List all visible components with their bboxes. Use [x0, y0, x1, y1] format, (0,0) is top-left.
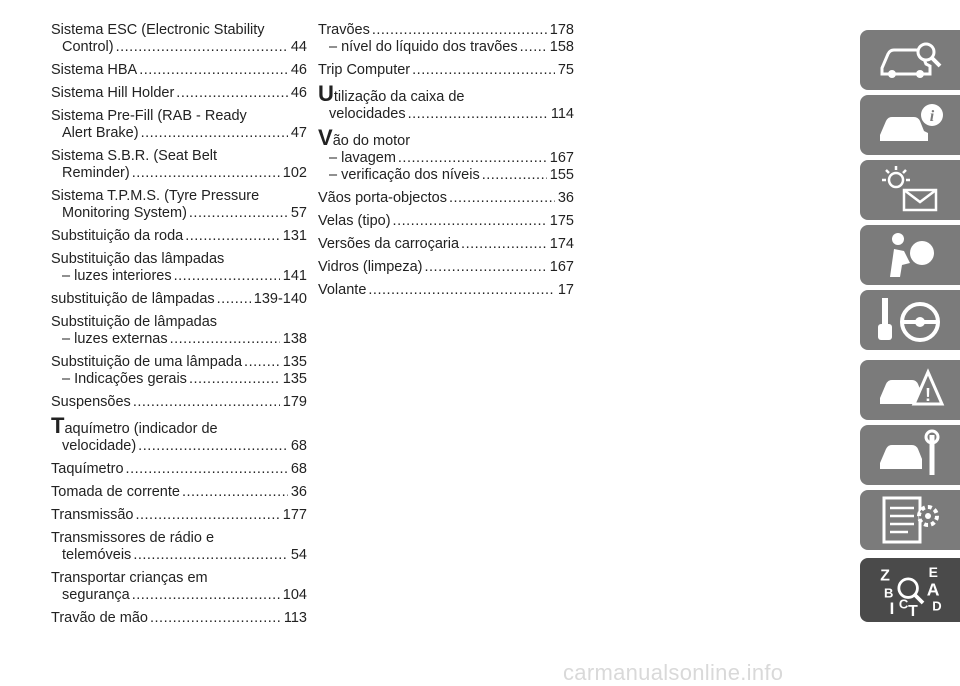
index-term: – verificação dos níveis [329, 167, 480, 183]
leader-dots [447, 190, 555, 207]
leader-dots [133, 507, 279, 524]
svg-text:I: I [889, 599, 895, 616]
leader-dots [242, 354, 280, 371]
watermark: carmanualsonline.info [563, 660, 784, 685]
page-number[interactable]: 46 [290, 62, 307, 78]
leader-dots [215, 291, 251, 308]
index-term: Travões [318, 22, 370, 38]
index-term: Taquímetro [51, 461, 124, 477]
svg-text:E: E [928, 564, 938, 580]
index-entry-line [318, 62, 574, 79]
index-term: Tomada de corrente [51, 484, 180, 500]
page-number[interactable]: 102 [282, 165, 307, 181]
page-number[interactable]: 113 [283, 610, 307, 626]
page-number[interactable]: 174 [549, 236, 574, 252]
index-term: – luzes externas [62, 331, 168, 347]
page-number[interactable]: 135 [282, 354, 307, 370]
index-entry-line [51, 314, 307, 331]
index-term: Vão do motor [318, 125, 411, 150]
index-term: Monitoring System) [62, 205, 187, 221]
index-entry [51, 108, 307, 142]
index-entry [51, 188, 307, 222]
leader-dots [180, 484, 288, 501]
leader-dots [480, 167, 547, 184]
svg-text:D: D [932, 598, 942, 614]
section-initial: T [51, 413, 65, 438]
page-number[interactable]: 47 [290, 125, 307, 141]
index-entry [51, 413, 307, 455]
index-entry-line [51, 530, 307, 547]
page-number[interactable]: 179 [282, 394, 307, 410]
page-number[interactable]: 167 [549, 259, 574, 275]
index-entry-line [51, 570, 307, 587]
index-entry-line [318, 22, 574, 39]
leader-dots [391, 213, 547, 230]
page-number[interactable]: 138 [282, 331, 307, 347]
tab-alphabetical-index[interactable] [860, 558, 960, 622]
index-term: Vidros (limpeza) [318, 259, 423, 275]
leader-dots [172, 268, 280, 285]
index-entry-line [51, 354, 307, 371]
index-term: Control) [62, 39, 114, 55]
index-term: Substituição das lâmpadas [51, 251, 225, 267]
svg-text:i: i [929, 108, 935, 125]
index-entry-line [318, 190, 574, 207]
index-entry-line [318, 236, 574, 253]
index-term: Substituição de lâmpadas [51, 314, 218, 330]
leader-dots [370, 22, 547, 39]
index-entry-line [318, 81, 574, 106]
page-number[interactable]: 167 [549, 150, 574, 166]
page-number[interactable]: 46 [290, 85, 307, 101]
index-entry [51, 484, 307, 501]
index-entry-line [51, 205, 307, 222]
index-entry-line [51, 125, 307, 142]
index-term: Trip Computer [318, 62, 411, 78]
leader-dots [459, 236, 547, 253]
car-info-icon [874, 99, 946, 151]
chapter-tabs [860, 0, 960, 686]
leader-dots [423, 259, 547, 276]
index-entry [51, 148, 307, 182]
leader-dots [168, 331, 280, 348]
index-term: segurança [62, 587, 130, 603]
index-entry [318, 62, 574, 79]
page-number[interactable]: 177 [282, 507, 307, 523]
index-entry [51, 610, 307, 627]
page-number[interactable]: 175 [549, 213, 574, 229]
index-term: Substituição de uma lâmpada [51, 354, 243, 370]
index-entry [318, 125, 574, 184]
index-entry [51, 507, 307, 524]
svg-text:B: B [884, 585, 894, 601]
index-entry-line [51, 547, 307, 564]
index-entry [318, 190, 574, 207]
leader-dots [130, 165, 280, 182]
page-number[interactable]: 17 [557, 282, 574, 298]
index-entry-line [318, 106, 574, 123]
page-number[interactable]: 44 [290, 39, 307, 55]
index-entry [51, 85, 307, 102]
leader-dots [139, 125, 288, 142]
index-entry-line [51, 461, 307, 478]
page-number[interactable]: 36 [290, 484, 307, 500]
index-entry [51, 22, 307, 56]
index-entry [318, 282, 574, 299]
index-entry-line [51, 62, 307, 79]
index-entry [51, 291, 307, 308]
page-number[interactable]: 114 [550, 106, 574, 122]
page-number[interactable]: 68 [290, 461, 307, 477]
car-wrench-icon [874, 429, 946, 481]
alphabetical-index-icon [874, 564, 946, 616]
page-number[interactable]: 36 [557, 190, 574, 206]
section-initial: V [318, 125, 333, 150]
index-entry-line [51, 108, 307, 125]
tab-warning-lights[interactable] [860, 160, 960, 220]
index-term: velocidade) [62, 438, 137, 454]
leader-dots [114, 39, 288, 56]
tab-technical-data[interactable] [860, 490, 960, 550]
index-entry-line [51, 22, 307, 39]
index-entry-line [51, 228, 307, 245]
page-number[interactable]: 68 [290, 438, 307, 454]
index-term: Reminder) [62, 165, 130, 181]
page-number[interactable]: 135 [282, 371, 307, 387]
index-entry-line [51, 610, 307, 627]
index-entry [51, 461, 307, 478]
index-column-right [318, 22, 574, 305]
index-entry-line [318, 213, 574, 230]
index-column-left [51, 22, 307, 633]
car-search-icon [874, 34, 946, 86]
leader-dots [124, 461, 288, 478]
index-term: Transmissores de rádio e [51, 530, 215, 546]
page-number[interactable]: 75 [557, 62, 574, 78]
index-term: Sistema Pre-Fill (RAB - Ready [51, 108, 247, 124]
airbag-seat-icon [874, 229, 946, 281]
index-entry-line [51, 438, 307, 455]
index-entry-line [51, 331, 307, 348]
index-entry-line [51, 148, 307, 165]
index-entry-line [318, 259, 574, 276]
index-term: Velas (tipo) [318, 213, 391, 229]
index-term: Versões da carroçaria [318, 236, 460, 252]
index-term: Sistema HBA [51, 62, 138, 78]
svg-text:!: ! [925, 385, 931, 405]
leader-dots [410, 62, 555, 79]
tab-safety[interactable] [860, 225, 960, 285]
index-entry-line [51, 268, 307, 285]
leader-dots [183, 228, 280, 245]
index-term: Substituição da roda [51, 228, 184, 244]
index-entry [318, 81, 574, 123]
index-term: Taquímetro (indicador de [51, 413, 218, 438]
index-term: substituição de lâmpadas [51, 291, 215, 307]
leader-dots [136, 438, 288, 455]
index-entry-line [51, 251, 307, 268]
tab-maintenance[interactable] [860, 425, 960, 485]
tab-starting-driving[interactable] [860, 290, 960, 350]
key-steering-wheel-icon [874, 294, 946, 346]
svg-text:T: T [908, 603, 918, 616]
index-entry [51, 570, 307, 604]
page-number[interactable]: 155 [549, 167, 574, 183]
index-entry-line [51, 484, 307, 501]
index-entry-line [318, 125, 574, 150]
index-term: Transportar crianças em [51, 570, 208, 586]
leader-dots [137, 62, 288, 79]
tab-car-info[interactable] [860, 95, 960, 155]
index-entry-line [51, 188, 307, 205]
index-entry-line [51, 39, 307, 56]
leader-dots [396, 150, 547, 167]
leader-dots [518, 39, 547, 56]
index-term: Volante [318, 282, 367, 298]
svg-text:Z: Z [880, 567, 890, 585]
index-term: Sistema T.P.M.S. (Tyre Pressure [51, 188, 260, 204]
index-entry-line [51, 85, 307, 102]
page-number[interactable]: 139-140 [253, 291, 307, 307]
index-entry-line [318, 150, 574, 167]
leader-dots [148, 610, 281, 627]
index-term: Travão de mão [51, 610, 148, 626]
index-term: Sistema ESC (Electronic Stability [51, 22, 265, 38]
index-entry-line [51, 291, 307, 308]
index-term: – Indicações gerais [62, 371, 187, 387]
leader-dots [187, 371, 280, 388]
index-term: velocidades [329, 106, 406, 122]
leader-dots [366, 282, 554, 299]
spec-sheet-gear-icon [874, 494, 946, 546]
index-term: Alert Brake) [62, 125, 139, 141]
index-entry [51, 394, 307, 411]
index-term: telemóveis [62, 547, 132, 563]
svg-text:C: C [898, 596, 909, 612]
index-entry [51, 530, 307, 564]
index-entry [51, 354, 307, 388]
page-number[interactable]: 178 [549, 22, 574, 38]
tab-emergency[interactable] [860, 360, 960, 420]
index-term: Vãos porta-objectos [318, 190, 447, 206]
index-entry-line [318, 282, 574, 299]
index-entry-line [51, 507, 307, 524]
index-entry-line [51, 371, 307, 388]
warning-light-message-icon [874, 164, 946, 216]
index-term: – luzes interiores [62, 268, 172, 284]
leader-dots [131, 547, 288, 564]
index-entry [318, 213, 574, 230]
index-entry-line [51, 587, 307, 604]
index-entry-line [318, 167, 574, 184]
leader-dots [131, 394, 280, 411]
index-entry [318, 259, 574, 276]
index-entry-line [51, 165, 307, 182]
index-entry-line [318, 39, 574, 56]
index-entry [51, 251, 307, 285]
tab-car-search[interactable] [860, 30, 960, 90]
index-term: – nível do líquido dos travões [329, 39, 518, 55]
index-term: Sistema Hill Holder [51, 85, 175, 101]
section-initial: U [318, 81, 334, 106]
page-number[interactable]: 54 [290, 547, 307, 563]
index-entry [318, 22, 574, 56]
page-number[interactable]: 57 [290, 205, 307, 221]
index-term: Sistema S.B.R. (Seat Belt [51, 148, 218, 164]
leader-dots [187, 205, 288, 222]
page-number[interactable]: 158 [549, 39, 574, 55]
index-entry [51, 228, 307, 245]
leader-dots [174, 85, 288, 102]
index-entry-line [51, 394, 307, 411]
svg-text:A: A [926, 579, 940, 600]
index-term: Suspensões [51, 394, 131, 410]
car-warning-triangle-icon [874, 364, 946, 416]
page-number[interactable]: 141 [282, 268, 307, 284]
leader-dots [406, 106, 548, 123]
index-term: Utilização da caixa de [318, 81, 465, 106]
index-entry [318, 236, 574, 253]
index-entry-line [51, 413, 307, 438]
index-term: Transmissão [51, 507, 134, 523]
page-number[interactable]: 104 [282, 587, 307, 603]
index-entry [51, 62, 307, 79]
page-number[interactable]: 131 [282, 228, 307, 244]
index-entry [51, 314, 307, 348]
leader-dots [130, 587, 280, 604]
index-term: – lavagem [329, 150, 396, 166]
